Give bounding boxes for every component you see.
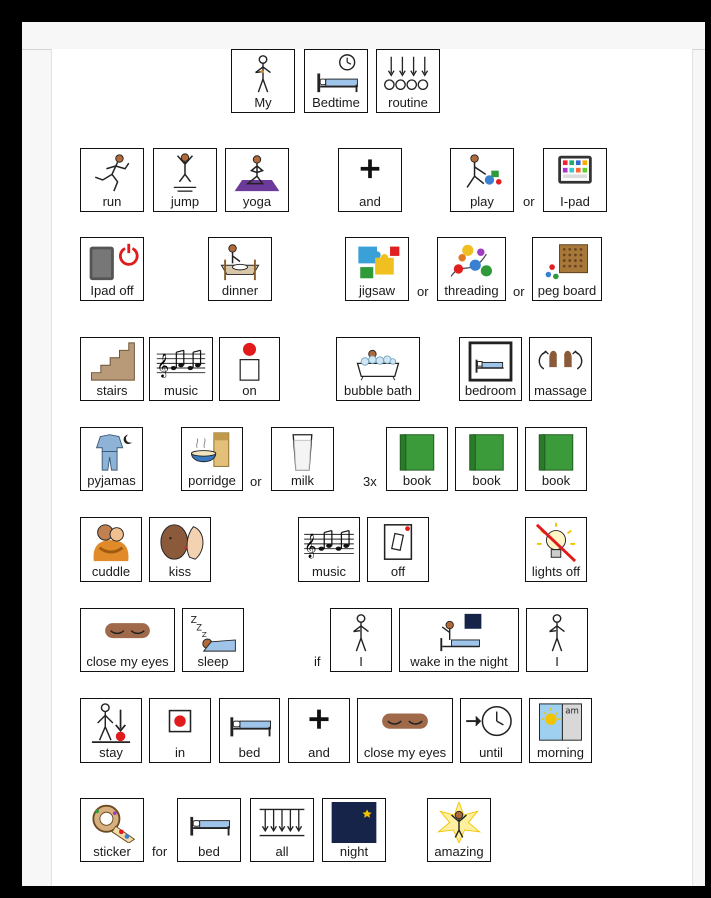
symbol-label: book [402, 473, 432, 488]
symbol-card-pyjamas [80, 427, 143, 491]
closed-eyes-icon [81, 612, 174, 653]
jigsaw-pieces-icon [346, 241, 408, 282]
closed-eyes-icon [358, 702, 452, 744]
connector-or: or [250, 474, 262, 489]
symbol-label: Bedtime [312, 95, 360, 110]
playing-child-icon [451, 152, 513, 193]
pyjamas-icon [81, 431, 142, 472]
symbol-card-book [386, 427, 448, 491]
stay-down-arrow-icon [81, 702, 141, 744]
symbol-card-run [80, 148, 144, 212]
symbol-label: all [275, 844, 289, 859]
symbol-label: milk [290, 473, 315, 488]
stairs-icon [81, 341, 143, 382]
bed-clock-icon [305, 53, 367, 94]
symbol-label: book [541, 473, 571, 488]
symbol-card-lights-off [525, 517, 587, 582]
symbol-card-yoga [225, 148, 289, 212]
yoga-pose-icon [226, 152, 288, 193]
bed-icon [178, 802, 240, 843]
symbol-card-book [525, 427, 587, 491]
symbol-card-music [149, 337, 213, 401]
ipad-power-off-icon [81, 241, 143, 282]
connector-or: or [523, 194, 535, 209]
amazing-star-person-icon [428, 802, 490, 843]
symbol-label: close my eyes [363, 745, 447, 760]
symbol-card-morning [529, 698, 592, 763]
svg-text:𝄞: 𝄞 [156, 352, 169, 377]
symbol-card-and [288, 698, 350, 763]
symbol-card-sleep [182, 608, 244, 672]
massage-hands-icon [530, 341, 591, 382]
symbol-label: off [390, 564, 406, 579]
symbol-label: bubble bath [344, 383, 412, 398]
symbol-card-amazing [427, 798, 491, 862]
running-person-icon [81, 152, 143, 193]
symbol-label: peg board [537, 283, 597, 298]
symbol-card-cuddle [80, 517, 142, 582]
switch-on-icon [220, 341, 279, 382]
symbol-card-bed [219, 698, 280, 763]
symbol-card-in [149, 698, 211, 763]
symbol-card-bubble-bath [336, 337, 420, 401]
symbol-card-kiss [149, 517, 211, 582]
symbol-label: kiss [168, 564, 192, 579]
green-book-icon [387, 431, 447, 472]
connector-if: if [314, 654, 321, 669]
symbol-label: wake in the night [410, 654, 508, 669]
symbol-card-stay [80, 698, 142, 763]
music-notes-icon [299, 521, 359, 563]
symbol-card-i [526, 608, 588, 672]
symbol-card-bedtime [304, 49, 368, 113]
peg-board-icon [533, 241, 601, 282]
symbol-label: pyjamas [87, 473, 136, 488]
connector-3x: 3x [363, 474, 377, 489]
symbol-label: run [102, 194, 122, 209]
symbol-label: close my eyes [86, 654, 169, 669]
symbol-card-bed [177, 798, 241, 862]
symbol-card-music [298, 517, 360, 582]
symbol-label: I-pad [560, 194, 590, 209]
symbol-label: amazing [434, 844, 484, 859]
symbol-label: music [164, 383, 198, 398]
plus-icon [339, 152, 401, 193]
symbol-label: morning [537, 745, 584, 760]
symbol-label: bedroom [464, 383, 517, 398]
night-moon-icon [323, 802, 385, 843]
symbol-label: I [555, 654, 559, 669]
symbol-label: in [174, 745, 186, 760]
symbol-card-until [460, 698, 522, 763]
symbol-label: bed [238, 745, 261, 760]
symbol-card-threading [437, 237, 506, 301]
threading-beads-icon [438, 241, 505, 282]
symbol-label: on [242, 383, 257, 398]
connector-for: for [152, 844, 168, 859]
green-book-icon [526, 431, 586, 472]
cuddle-icon [81, 521, 141, 563]
bedroom-icon [460, 341, 521, 382]
symbol-label: until [479, 745, 503, 760]
ipad-apps-icon [544, 152, 606, 193]
symbol-label: massage [534, 383, 587, 398]
symbol-label: routine [388, 95, 428, 110]
symbol-label: and [308, 745, 330, 760]
svg-text:am: am [565, 706, 579, 717]
connector-or: or [417, 284, 429, 299]
symbol-label: jigsaw [358, 283, 396, 298]
symbol-label: dinner [221, 283, 259, 298]
jumping-person-icon [154, 152, 216, 193]
all-arrows-icon [251, 802, 313, 843]
symbol-card-and [338, 148, 402, 212]
symbol-label: music [312, 564, 346, 579]
symbol-label: stairs [96, 383, 128, 398]
symbol-label: play [470, 194, 494, 209]
symbol-label: book [472, 473, 501, 488]
symbol-label: yoga [242, 194, 272, 209]
symbol-label: bed [198, 844, 220, 859]
symbol-card-jigsaw [345, 237, 409, 301]
symbol-card-dinner [208, 237, 272, 301]
plus-icon [289, 702, 349, 744]
symbol-label: Ipad off [90, 283, 134, 298]
symbol-label: sleep [197, 654, 229, 669]
symbol-card-ipad [543, 148, 607, 212]
porridge-bowl-icon [182, 431, 242, 472]
person-pointing-self-icon [331, 612, 391, 653]
symbol-label: lights off [531, 564, 581, 579]
routine-arrows-icon [377, 53, 439, 94]
symbol-card-massage [529, 337, 592, 401]
symbol-card-on [219, 337, 280, 401]
morning-sun-icon [530, 702, 591, 744]
symbol-label: My [254, 95, 272, 110]
person-pointing-self-icon [527, 612, 587, 653]
symbol-label: cuddle [91, 564, 131, 579]
symbol-card-bedroom [459, 337, 522, 401]
inside-dot-icon [150, 702, 210, 744]
symbol-card-jump [153, 148, 217, 212]
symbol-label: sticker [93, 844, 131, 859]
bubble-bath-icon [337, 341, 419, 382]
symbol-card-book [455, 427, 518, 491]
symbol-label: and [359, 194, 381, 209]
person-pointing-self-icon [232, 53, 294, 94]
symbol-label: threading [444, 283, 499, 298]
milk-glass-icon [272, 431, 333, 472]
svg-text:Z: Z [196, 622, 202, 633]
kiss-faces-icon [150, 521, 210, 563]
symbol-card-ipad-off [80, 237, 144, 301]
symbol-label: night [339, 844, 369, 859]
connector-or: or [513, 284, 525, 299]
bed-icon [220, 702, 279, 744]
symbol-label: I [359, 654, 363, 669]
symbol-card-my [231, 49, 295, 113]
light-bulb-off-icon [526, 521, 586, 563]
symbol-card-porridge [181, 427, 243, 491]
music-notes-icon [150, 341, 212, 382]
sleeping-zzz-icon [183, 612, 243, 653]
dinner-table-icon [209, 241, 271, 282]
svg-text:𝄞: 𝄞 [304, 533, 317, 558]
symbol-card-all [250, 798, 314, 862]
symbol-card-stairs [80, 337, 144, 401]
symbol-label: jump [170, 194, 200, 209]
waking-in-night-icon [400, 612, 518, 653]
symbol-card-off [367, 517, 429, 582]
until-clock-icon [461, 702, 521, 744]
symbol-card-close-my-eyes [357, 698, 453, 763]
symbol-card-routine [376, 49, 440, 113]
symbol-card-wake-in-the-night [399, 608, 519, 672]
green-book-icon [456, 431, 517, 472]
symbol-card-milk [271, 427, 334, 491]
svg-text:Z: Z [201, 630, 207, 640]
switch-off-icon [368, 521, 428, 563]
svg-text:Z: Z [190, 615, 198, 627]
symbol-label: porridge [188, 473, 236, 488]
symbol-card-play [450, 148, 514, 212]
symbol-card-night [322, 798, 386, 862]
symbol-card-i [330, 608, 392, 672]
sticker-roll-icon [81, 802, 143, 843]
symbol-card-peg-board [532, 237, 602, 301]
symbol-card-close-my-eyes [80, 608, 175, 672]
symbol-label: stay [99, 745, 123, 760]
symbol-card-sticker [80, 798, 144, 862]
